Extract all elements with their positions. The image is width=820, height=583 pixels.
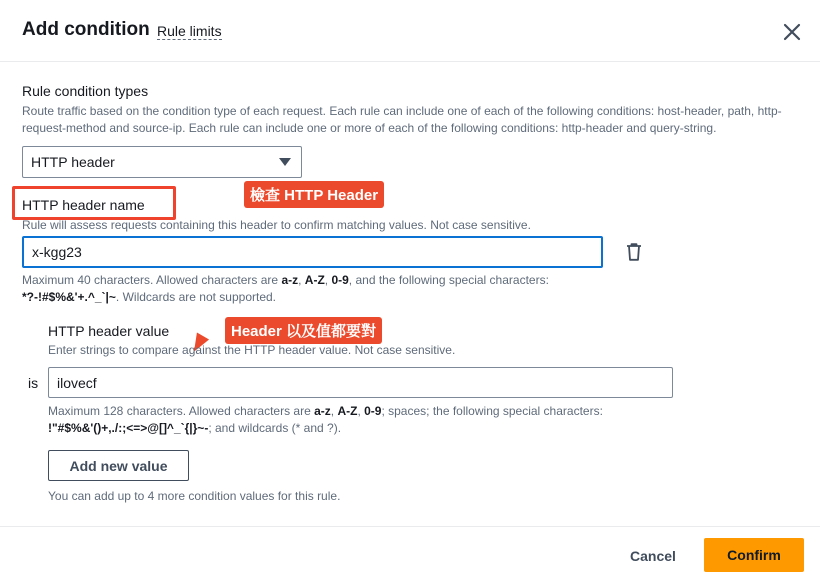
header-value-description: Enter strings to compare against the HTTP header value. Not case sensitive. (48, 343, 456, 357)
remove-header-button[interactable] (626, 243, 642, 261)
modal-title: Add condition (22, 19, 150, 40)
condition-types-title: Rule condition types (22, 83, 149, 99)
header-name-description: Rule will assess requests containing this header to confirm matching values. Not case sensitive. (22, 218, 531, 232)
modal-header (0, 0, 820, 62)
annotation-callout-check-header: 檢查 HTTP Header (244, 181, 384, 208)
header-value-input[interactable] (48, 367, 673, 398)
header-value-constraint: Maximum 128 characters. Allowed characters are a-z, A-Z, 0-9; spaces; the following special characters: !"#$%&'()+,./:;<=>@[]^_`{|}~-; and wildcards (* and ?). (48, 404, 603, 435)
confirm-button[interactable]: Confirm (704, 538, 804, 572)
header-value-label: HTTP header value (48, 323, 170, 339)
trash-icon (626, 243, 642, 261)
annotation-callout-header-and-value: Header 以及值都要對 (225, 317, 382, 344)
condition-types-description: Route traffic based on the condition type of each request. Each rule can include one of each of the following conditions: host-header, path, http-request-method and source-ip. Each rule can include one or more of each of the following conditions: http-header and query-string. (22, 104, 782, 135)
header-name-constraint: Maximum 40 characters. Allowed characters are a-z, A-Z, 0-9, and the following special characters: *?-!#$%&'+.^_`|~. Wildcards are not supported. (22, 273, 549, 304)
condition-type-select[interactable] (22, 146, 302, 178)
header-name-label: HTTP header name (22, 197, 145, 213)
operator-label: is (28, 375, 39, 391)
header-name-input[interactable] (22, 236, 603, 268)
rule-limits-link[interactable]: Rule limits (157, 23, 222, 39)
caret-down-icon (279, 158, 291, 166)
cancel-button[interactable]: Cancel (618, 540, 688, 571)
close-button[interactable] (780, 20, 804, 44)
add-value-hint: You can add up to 4 more condition values for this rule. (48, 489, 341, 503)
add-new-value-button[interactable]: Add new value (48, 450, 189, 481)
footer-divider (0, 526, 820, 527)
close-icon (780, 20, 804, 44)
condition-type-selected: HTTP header (31, 154, 115, 170)
